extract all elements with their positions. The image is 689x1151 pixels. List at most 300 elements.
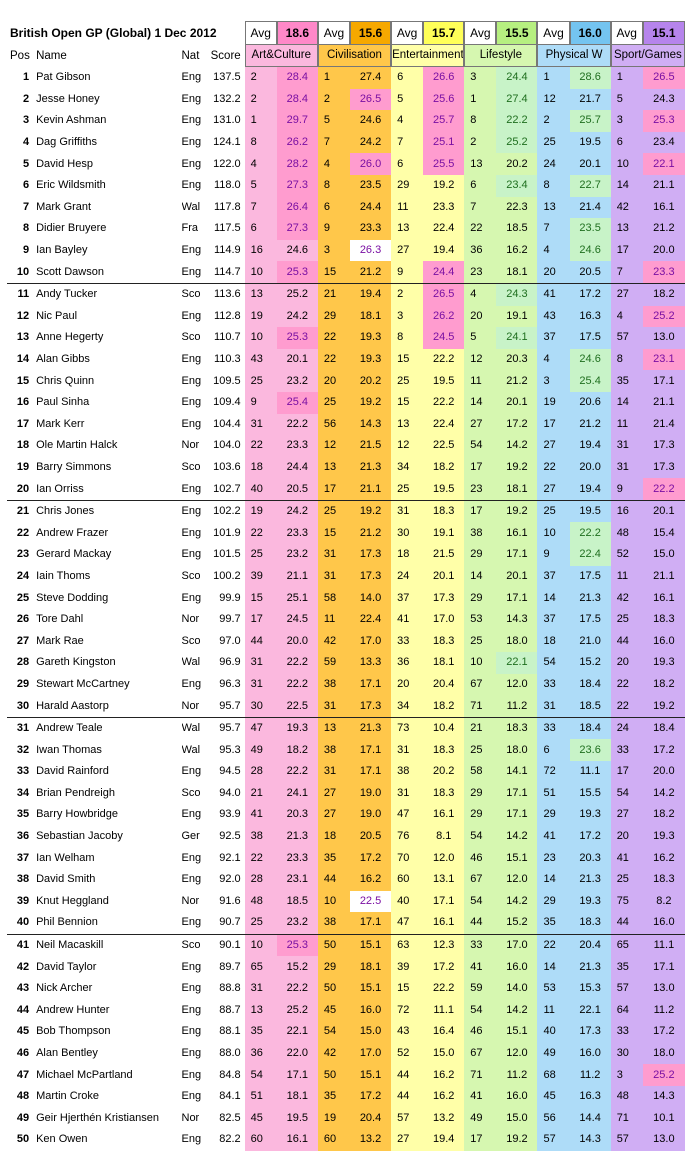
value-cell: 13.0 xyxy=(643,327,685,349)
pos-cell: 23 xyxy=(16,548,30,561)
value-cell: 11.1 xyxy=(570,761,611,783)
rank-cell: 50 xyxy=(318,1064,350,1086)
pos-cell: 48 xyxy=(16,1090,30,1103)
value-cell: 24.3 xyxy=(643,89,685,111)
value-cell: 20.1 xyxy=(570,153,611,175)
value-cell: 23.3 xyxy=(277,847,318,869)
player-name: Geir Hjerthén Kristiansen xyxy=(36,1111,159,1124)
value-cell: 22.1 xyxy=(570,1000,611,1022)
score-cell: 118.0 xyxy=(213,179,241,192)
score-cell: 91.6 xyxy=(219,894,241,907)
player-name: Kevin Ashman xyxy=(36,114,107,127)
table-row xyxy=(7,327,685,349)
score-cell: 104.0 xyxy=(213,439,241,452)
value-cell: 19.4 xyxy=(570,478,611,501)
rank-cell: 58 xyxy=(464,761,496,783)
table-row xyxy=(7,392,685,414)
value-cell: 19.3 xyxy=(350,349,391,371)
rank-cell: 22 xyxy=(245,435,277,457)
value-cell: 15.0 xyxy=(643,544,685,566)
rank-cell: 15 xyxy=(318,522,350,544)
rank-cell: 40 xyxy=(537,1021,569,1043)
value-cell: 19.5 xyxy=(277,1108,318,1130)
results-body xyxy=(7,21,685,1151)
avg-value-physical-w: 16.0 xyxy=(570,21,611,45)
rank-cell: 19 xyxy=(245,306,277,328)
page-title: British Open GP (Global) 1 Dec 2012 xyxy=(10,25,217,40)
rank-cell: 7 xyxy=(464,197,496,219)
rank-cell: 47 xyxy=(391,804,423,826)
value-cell: 12.0 xyxy=(423,847,464,869)
pos-cell: 17 xyxy=(16,417,30,430)
rank-cell: 8 xyxy=(391,327,423,349)
rank-cell: 43 xyxy=(537,306,569,328)
nat-cell: Eng xyxy=(181,526,202,539)
rank-cell: 20 xyxy=(318,370,350,392)
pos-cell: 1 xyxy=(22,71,30,84)
value-cell: 26.5 xyxy=(350,89,391,111)
value-cell: 23.6 xyxy=(570,739,611,761)
value-cell: 17.1 xyxy=(496,544,537,566)
rank-cell: 11 xyxy=(464,370,496,392)
rank-cell: 27 xyxy=(611,804,643,826)
nat-cell: Eng xyxy=(181,244,202,257)
nat-cell: Sco xyxy=(181,569,201,582)
rank-cell: 33 xyxy=(537,718,569,740)
rank-cell: 3 xyxy=(611,110,643,132)
pos-cell: 36 xyxy=(16,830,30,843)
rank-cell: 23 xyxy=(537,847,569,869)
rank-cell: 57 xyxy=(537,1129,569,1151)
rank-cell: 1 xyxy=(611,67,643,89)
rank-cell: 13 xyxy=(245,1000,277,1022)
player-name: Ian Bayley xyxy=(36,244,88,257)
value-cell: 18.1 xyxy=(350,956,391,978)
value-cell: 21.4 xyxy=(570,197,611,219)
value-cell: 17.3 xyxy=(350,544,391,566)
nat-cell: Eng xyxy=(181,808,202,821)
avg-value-sport-games: 15.1 xyxy=(643,21,685,45)
value-cell: 18.0 xyxy=(496,739,537,761)
pos-cell: 16 xyxy=(16,396,30,409)
value-cell: 17.3 xyxy=(423,587,464,609)
rank-cell: 48 xyxy=(611,522,643,544)
rank-cell: 46 xyxy=(464,847,496,869)
nat-cell: Sco xyxy=(181,939,201,952)
value-cell: 21.2 xyxy=(643,218,685,240)
value-cell: 14.3 xyxy=(570,1129,611,1151)
rank-cell: 37 xyxy=(391,587,423,609)
value-cell: 28.4 xyxy=(277,89,318,111)
player-name: Ken Owen xyxy=(36,1133,88,1146)
rank-cell: 29 xyxy=(464,544,496,566)
value-cell: 21.0 xyxy=(570,630,611,652)
value-cell: 21.4 xyxy=(643,414,685,436)
rank-cell: 56 xyxy=(537,1108,569,1130)
rank-cell: 28 xyxy=(245,761,277,783)
rank-cell: 23 xyxy=(464,261,496,284)
pos-cell: 11 xyxy=(17,288,30,301)
value-cell: 17.3 xyxy=(350,566,391,588)
pos-cell: 14 xyxy=(16,353,30,366)
pos-cell: 25 xyxy=(16,591,30,604)
rank-cell: 27 xyxy=(537,478,569,501)
table-row xyxy=(7,349,685,371)
value-cell: 19.2 xyxy=(350,392,391,414)
table-row xyxy=(7,457,685,479)
nat-cell: Eng xyxy=(182,912,208,935)
rank-cell: 2 xyxy=(318,89,350,111)
rank-cell: 60 xyxy=(391,869,423,891)
rank-cell: 56 xyxy=(318,414,350,436)
nat-cell: Eng xyxy=(181,1047,202,1060)
rank-cell: 25 xyxy=(391,370,423,392)
value-cell: 17.2 xyxy=(643,739,685,761)
rank-cell: 3 xyxy=(537,370,569,392)
rank-cell: 60 xyxy=(245,1129,277,1151)
value-cell: 17.1 xyxy=(496,804,537,826)
rank-cell: 44 xyxy=(245,630,277,652)
value-cell: 19.2 xyxy=(496,501,537,523)
value-cell: 15.1 xyxy=(350,978,391,1000)
value-cell: 17.5 xyxy=(570,327,611,349)
rank-cell: 17 xyxy=(318,478,350,501)
rank-cell: 57 xyxy=(391,1108,423,1130)
value-cell: 18.3 xyxy=(423,783,464,805)
table-row xyxy=(7,718,685,740)
nat-cell: Eng xyxy=(181,873,202,886)
rank-cell: 38 xyxy=(245,826,277,848)
rank-cell: 6 xyxy=(464,175,496,197)
score-cell: 88.7 xyxy=(219,1003,241,1016)
rank-cell: 2 xyxy=(464,132,496,154)
value-cell: 17.3 xyxy=(643,435,685,457)
score-cell: 94.5 xyxy=(219,765,241,778)
rank-cell: 33 xyxy=(391,630,423,652)
rank-cell: 13 xyxy=(318,457,350,479)
col-header-pos: Pos xyxy=(10,49,30,62)
value-cell: 16.0 xyxy=(350,1000,391,1022)
value-cell: 18.1 xyxy=(277,1086,318,1108)
value-cell: 14.2 xyxy=(643,783,685,805)
value-cell: 18.0 xyxy=(643,1043,685,1065)
table-row xyxy=(7,891,685,913)
value-cell: 28.6 xyxy=(570,67,611,89)
nat-cell: Nor xyxy=(181,1111,200,1124)
score-cell: 101.9 xyxy=(213,526,241,539)
rank-cell: 4 xyxy=(537,349,569,371)
rank-cell: 15 xyxy=(318,261,350,284)
value-cell: 18.3 xyxy=(643,609,685,631)
pos-cell: 7 xyxy=(22,200,30,213)
value-cell: 25.7 xyxy=(570,110,611,132)
rank-cell: 3 xyxy=(464,67,496,89)
rank-cell: 44 xyxy=(391,1086,423,1108)
value-cell: 15.1 xyxy=(350,935,391,957)
rank-cell: 49 xyxy=(537,1043,569,1065)
value-cell: 18.1 xyxy=(496,261,537,284)
player-name: Steve Dodding xyxy=(36,591,109,604)
value-cell: 15.0 xyxy=(496,1108,537,1130)
value-cell: 21.3 xyxy=(570,956,611,978)
pos-cell: 5 xyxy=(22,157,30,170)
value-cell: 21.3 xyxy=(570,869,611,891)
value-cell: 17.2 xyxy=(643,1021,685,1043)
table-row xyxy=(7,674,685,696)
value-cell: 11.2 xyxy=(496,695,537,718)
rank-cell: 25 xyxy=(464,739,496,761)
value-cell: 17.2 xyxy=(496,414,537,436)
value-cell: 26.0 xyxy=(350,153,391,175)
rank-cell: 13 xyxy=(245,284,277,306)
value-cell: 13.3 xyxy=(350,652,391,674)
score-cell: 89.7 xyxy=(219,960,241,973)
value-cell: 20.0 xyxy=(570,457,611,479)
pos-cell: 32 xyxy=(16,743,30,756)
rank-cell: 4 xyxy=(391,110,423,132)
pos-cell: 6 xyxy=(22,179,30,192)
value-cell: 14.0 xyxy=(350,587,391,609)
rank-cell: 2 xyxy=(537,110,569,132)
score-cell: 96.9 xyxy=(219,656,241,669)
score-cell: 93.9 xyxy=(219,808,241,821)
rank-cell: 31 xyxy=(318,544,350,566)
rank-cell: 27 xyxy=(537,435,569,457)
avg-value-art-culture: 18.6 xyxy=(277,21,318,45)
rank-cell: 31 xyxy=(391,783,423,805)
value-cell: 21.3 xyxy=(350,457,391,479)
rank-cell: 35 xyxy=(537,912,569,935)
rank-cell: 22 xyxy=(611,695,643,718)
value-cell: 21.5 xyxy=(423,544,464,566)
value-cell: 19.1 xyxy=(496,306,537,328)
value-cell: 14.1 xyxy=(496,761,537,783)
value-cell: 19.1 xyxy=(423,522,464,544)
score-cell: 95.3 xyxy=(219,743,241,756)
nat-cell: Eng xyxy=(181,1133,202,1146)
table-row xyxy=(7,804,685,826)
rank-cell: 4 xyxy=(245,153,277,175)
score-cell: 92.1 xyxy=(219,851,241,864)
table-row xyxy=(7,935,685,957)
value-cell: 22.2 xyxy=(277,761,318,783)
player-name: Knut Heggland xyxy=(36,894,109,907)
rank-cell: 34 xyxy=(391,457,423,479)
pos-cell: 39 xyxy=(16,894,30,907)
value-cell: 16.1 xyxy=(496,522,537,544)
rank-cell: 37 xyxy=(537,566,569,588)
rank-cell: 31 xyxy=(318,566,350,588)
value-cell: 25.3 xyxy=(277,327,318,349)
value-cell: 19.4 xyxy=(350,284,391,306)
pos-cell: 34 xyxy=(16,786,30,799)
value-cell: 22.2 xyxy=(570,522,611,544)
value-cell: 19.5 xyxy=(423,370,464,392)
score-cell: 131.0 xyxy=(213,114,241,127)
value-cell: 22.2 xyxy=(277,674,318,696)
col-header-score: Score xyxy=(210,49,241,62)
pos-cell: 31 xyxy=(16,722,30,735)
value-cell: 19.2 xyxy=(643,695,685,718)
rank-cell: 54 xyxy=(318,1021,350,1043)
score-cell: 117.5 xyxy=(213,222,241,235)
rank-cell: 54 xyxy=(464,826,496,848)
rank-cell: 67 xyxy=(464,869,496,891)
score-cell: 122.0 xyxy=(213,157,241,170)
rank-cell: 25 xyxy=(391,478,423,501)
value-cell: 25.3 xyxy=(643,110,685,132)
rank-cell: 42 xyxy=(318,1043,350,1065)
nat-cell: Eng xyxy=(181,982,202,995)
value-cell: 26.4 xyxy=(277,197,318,219)
rank-cell: 38 xyxy=(391,761,423,783)
player-name: Paul Sinha xyxy=(36,396,90,409)
avg-label: Avg xyxy=(391,21,423,45)
value-cell: 18.4 xyxy=(570,674,611,696)
score-cell: 88.1 xyxy=(219,1025,241,1038)
pos-cell: 30 xyxy=(7,695,35,718)
nat-cell: Eng xyxy=(181,114,202,127)
value-cell: 17.1 xyxy=(350,739,391,761)
nat-cell: Wal xyxy=(181,656,201,669)
score-cell: 90.1 xyxy=(219,939,241,952)
rank-cell: 64 xyxy=(611,1000,643,1022)
rank-cell: 1 xyxy=(464,89,496,111)
value-cell: 22.5 xyxy=(350,891,391,913)
nat-cell: Eng xyxy=(181,374,202,387)
value-cell: 10.4 xyxy=(423,718,464,740)
rank-cell: 19 xyxy=(245,501,277,523)
nat-cell: Ger xyxy=(181,830,200,843)
value-cell: 20.3 xyxy=(570,847,611,869)
rank-cell: 22 xyxy=(245,847,277,869)
rank-cell: 4 xyxy=(537,240,569,262)
score-cell: 114.7 xyxy=(208,261,245,284)
value-cell: 14.2 xyxy=(496,826,537,848)
player-name: Harald Aastorp xyxy=(35,695,181,718)
value-cell: 21.1 xyxy=(277,566,318,588)
player-name: Tore Dahl xyxy=(36,613,84,626)
rank-cell: 57 xyxy=(611,1129,643,1151)
value-cell: 19.2 xyxy=(423,175,464,197)
value-cell: 24.6 xyxy=(350,110,391,132)
rank-cell: 57 xyxy=(611,327,643,349)
value-cell: 16.3 xyxy=(570,1086,611,1108)
value-cell: 16.4 xyxy=(423,1021,464,1043)
rank-cell: 21 xyxy=(318,284,350,306)
value-cell: 25.5 xyxy=(423,153,464,175)
rank-cell: 36 xyxy=(245,1043,277,1065)
rank-cell: 73 xyxy=(391,718,423,740)
rank-cell: 10 xyxy=(318,891,350,913)
value-cell: 15.3 xyxy=(570,978,611,1000)
value-cell: 25.2 xyxy=(643,1064,685,1086)
rank-cell: 25 xyxy=(245,912,277,935)
pos-cell: 20 xyxy=(7,478,35,501)
rank-cell: 30 xyxy=(611,1043,643,1065)
rank-cell: 36 xyxy=(391,652,423,674)
value-cell: 25.3 xyxy=(277,935,318,957)
rank-cell: 9 xyxy=(391,261,423,284)
pos-cell: 38 xyxy=(16,873,30,886)
player-name: Gareth Kingston xyxy=(36,656,116,669)
rank-cell: 35 xyxy=(611,370,643,392)
value-cell: 24.4 xyxy=(350,197,391,219)
value-cell: 20.0 xyxy=(643,761,685,783)
rank-cell: 9 xyxy=(537,544,569,566)
value-cell: 16.0 xyxy=(496,956,537,978)
rank-cell: 38 xyxy=(464,522,496,544)
rank-cell: 67 xyxy=(464,674,496,696)
pos-cell: 24 xyxy=(16,569,30,582)
score-cell: 109.4 xyxy=(213,396,241,409)
value-cell: 17.0 xyxy=(496,935,537,957)
value-cell: 21.3 xyxy=(570,587,611,609)
table-row xyxy=(7,110,685,132)
value-cell: 21.1 xyxy=(643,566,685,588)
table-row xyxy=(7,132,685,154)
value-cell: 19.3 xyxy=(350,327,391,349)
rank-cell: 13 xyxy=(318,718,350,740)
player-name: David Hesp xyxy=(36,157,93,170)
value-cell: 12.0 xyxy=(496,1043,537,1065)
value-cell: 16.0 xyxy=(643,630,685,652)
player-name: Michael McPartland xyxy=(36,1068,133,1081)
value-cell: 24.4 xyxy=(496,67,537,89)
value-cell: 25.7 xyxy=(423,110,464,132)
value-cell: 15.2 xyxy=(496,912,537,935)
player-name: Brian Pendreigh xyxy=(36,786,115,799)
score-cell: 99.9 xyxy=(219,591,241,604)
nat-cell: Eng xyxy=(181,157,202,170)
pos-cell: 15 xyxy=(16,374,30,387)
value-cell: 22.4 xyxy=(570,544,611,566)
player-name: Andrew Hunter xyxy=(36,1003,110,1016)
player-name: Mark Grant xyxy=(36,200,92,213)
nat-cell: Eng xyxy=(181,960,202,973)
rank-cell: 29 xyxy=(464,587,496,609)
col-header-name: Name xyxy=(36,49,67,62)
rank-cell: 16 xyxy=(611,501,643,523)
rank-cell: 8 xyxy=(537,175,569,197)
value-cell: 27.4 xyxy=(496,89,537,111)
table-row xyxy=(7,869,685,891)
rank-cell: 44 xyxy=(318,869,350,891)
value-cell: 25.6 xyxy=(423,89,464,111)
nat-cell: Eng xyxy=(181,71,202,84)
rank-cell: 33 xyxy=(611,1021,643,1043)
value-cell: 18.2 xyxy=(423,457,464,479)
table-row xyxy=(7,522,685,544)
value-cell: 17.0 xyxy=(423,609,464,631)
score-cell: 100.2 xyxy=(213,569,241,582)
table-row xyxy=(7,1108,685,1130)
value-cell: 22.4 xyxy=(350,609,391,631)
value-cell: 25.4 xyxy=(277,392,318,414)
value-cell: 14.3 xyxy=(643,1086,685,1108)
rank-cell: 42 xyxy=(611,587,643,609)
rank-cell: 70 xyxy=(391,847,423,869)
table-row xyxy=(7,739,685,761)
value-cell: 18.2 xyxy=(277,739,318,761)
nat-cell: Eng xyxy=(181,309,202,322)
value-cell: 18.5 xyxy=(570,695,611,718)
value-cell: 18.1 xyxy=(423,652,464,674)
table-row xyxy=(7,89,685,111)
nat-cell: Eng xyxy=(181,136,202,149)
rank-cell: 38 xyxy=(318,912,350,935)
rank-cell: 10 xyxy=(537,522,569,544)
